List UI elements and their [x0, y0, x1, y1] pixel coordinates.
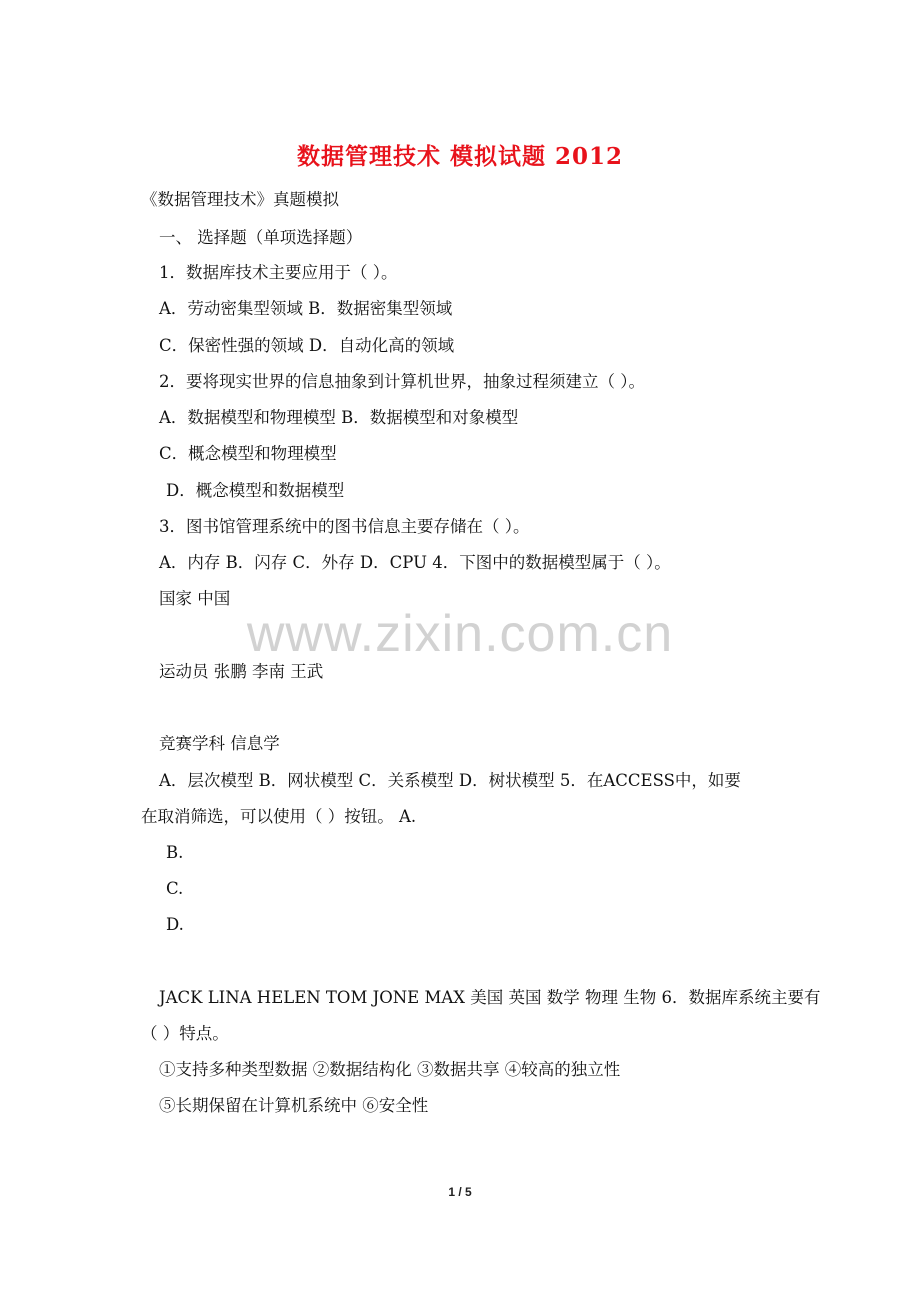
question-2-option-c: C．概念模型和物理模型 — [159, 444, 337, 463]
diagram-row-athletes: 运动员 张鹏 李南 王武 — [159, 662, 324, 681]
question-4-options-and-question-5: A．层次模型 B．网状模型 C．关系模型 D．树状模型 5．在ACCESS中，如要 — [159, 771, 741, 790]
question-6-continued: （ ）特点。 — [141, 1024, 229, 1043]
question-3: 3．图书馆管理系统中的图书信息主要存储在（ ）。 — [159, 517, 530, 536]
question-5-option-d: D. — [166, 915, 184, 934]
section-heading: 一、 选择题（单项选择题） — [159, 228, 363, 247]
page-number: 1 / 5 — [448, 1185, 472, 1199]
question-5-option-c: C. — [166, 879, 184, 898]
question-2-option-d: D．概念模型和数据模型 — [166, 481, 345, 500]
question-6-options-1-4: ①支持多种类型数据 ②数据结构化 ③数据共享 ④较高的独立性 — [159, 1060, 621, 1079]
diagram-row-subject: 竞赛学科 信息学 — [159, 734, 280, 753]
watermark: www.zixin.com.cn — [246, 605, 674, 663]
question-3-options-and-question-4: A．内存 B．闪存 C．外存 D．CPU 4．下图中的数据模型属于（ ）。 — [159, 553, 671, 572]
question-1: 1．数据库技术主要应用于（ ）。 — [159, 263, 398, 282]
subtitle-line: 《数据管理技术》真题模拟 — [141, 190, 339, 209]
diagram-labels-and-question-6: JACK LINA HELEN TOM JONE MAX 美国 英国 数学 物理 生物 6．数据库系统主要有 — [159, 988, 821, 1007]
question-5-option-b: B. — [166, 843, 184, 862]
question-6-options-5-6: ⑤长期保留在计算机系统中 ⑥安全性 — [159, 1096, 429, 1115]
question-2: 2．要将现实世界的信息抽象到计算机世界，抽象过程须建立（ ）。 — [159, 372, 645, 391]
question-1-options-cd: C．保密性强的领域 D．自动化高的领域 — [159, 336, 455, 355]
diagram-row-country: 国家 中国 — [159, 589, 231, 608]
question-5-continued: 在取消筛选，可以使用（ ）按钮。 A. — [141, 807, 417, 826]
question-1-options-ab: A．劳动密集型领域 B．数据密集型领域 — [159, 299, 453, 318]
document-title: 数据管理技术 模拟试题 2012 — [296, 143, 624, 170]
question-2-options-ab: A．数据模型和物理模型 B．数据模型和对象模型 — [159, 408, 519, 427]
